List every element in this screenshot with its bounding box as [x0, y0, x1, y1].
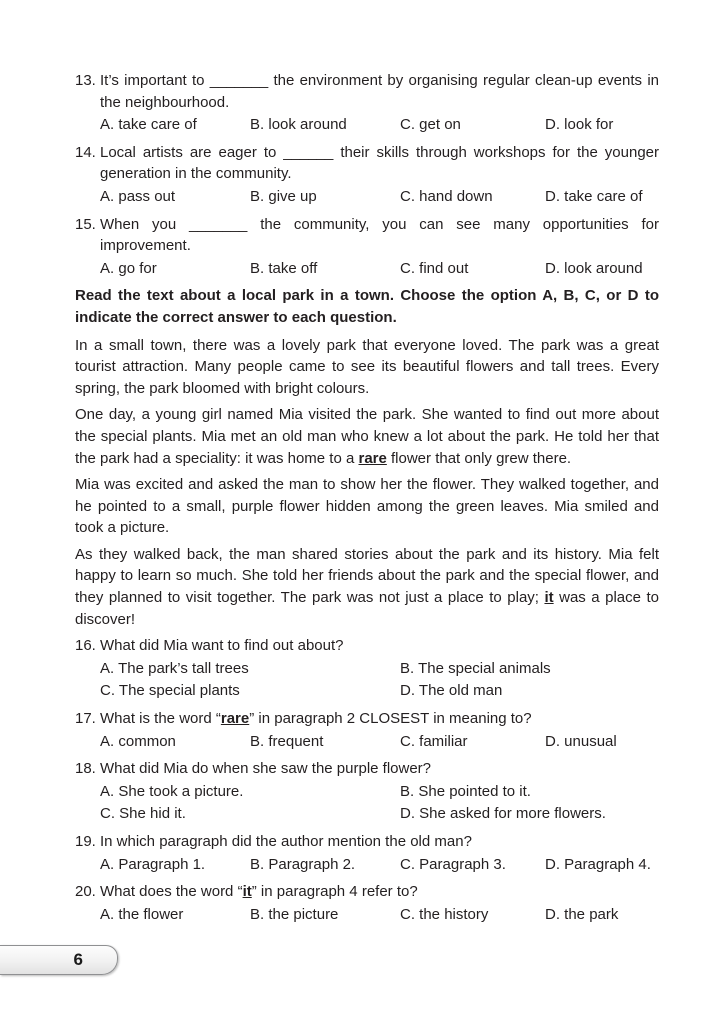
option-key: A.	[100, 659, 115, 677]
text-segment: What does the word “	[100, 883, 243, 901]
option-key: D.	[545, 116, 560, 134]
question-13-option-c	[400, 114, 545, 136]
option-key: D.	[400, 805, 415, 823]
question-16-text	[100, 637, 343, 654]
question-13-number: 13.	[75, 72, 96, 89]
question-18-option-a	[100, 781, 400, 803]
option-text: The park’s tall trees	[118, 659, 249, 677]
option-key: C.	[400, 855, 415, 873]
text-segment: it	[242, 883, 252, 901]
question-18-option-c	[100, 803, 400, 825]
question-18-option-d	[400, 803, 659, 825]
option-text: unusual	[564, 732, 617, 750]
question-15-option-c	[400, 258, 545, 280]
question-15-options	[100, 258, 659, 280]
option-key: B.	[250, 187, 265, 205]
option-key: D.	[545, 732, 560, 750]
question-13-option-a	[100, 114, 250, 136]
question-15-option-b	[250, 258, 400, 280]
question-15	[75, 214, 659, 257]
option-text: look around	[564, 259, 643, 277]
question-14-options	[100, 186, 659, 208]
text-segment: ” in paragraph 4 refer to?	[251, 883, 418, 901]
question-15-option-a	[100, 258, 250, 280]
question-14-option-a	[100, 186, 250, 208]
reading-instruction: Read the text about a local park in a town. Choose the option A, B, C, or D to indicate the correct answer to each question.	[75, 287, 659, 326]
text-segment: In which paragraph did the author mention the old man?	[100, 833, 472, 850]
option-text: go for	[118, 259, 157, 277]
question-14-option-d	[545, 186, 659, 208]
option-text: find out	[419, 259, 469, 277]
option-text: Paragraph 2.	[268, 855, 356, 873]
text-segment: flower that only grew there.	[386, 449, 572, 467]
question-19-option-b	[250, 854, 400, 876]
question-16-option-c	[100, 680, 400, 702]
question-20-options	[100, 904, 659, 926]
question-20-option-a	[100, 904, 250, 926]
option-key: B.	[400, 659, 415, 677]
option-key: A.	[100, 782, 115, 800]
question-20-option-c	[400, 904, 545, 926]
passage-paragraph-3	[75, 474, 659, 539]
question-19-number: 19.	[75, 833, 96, 850]
question-19-option-d	[545, 854, 659, 876]
question-14-number: 14.	[75, 143, 96, 161]
option-key: D.	[400, 682, 415, 700]
question-18-text	[100, 760, 431, 777]
option-text: pass out	[118, 187, 176, 205]
question-16-option-d	[400, 680, 659, 702]
text-segment: ” in paragraph 2 CLOSEST in meaning to?	[249, 710, 532, 728]
option-key: D.	[545, 259, 560, 277]
option-text: the history	[419, 905, 489, 923]
question-20-text	[100, 883, 418, 900]
option-key: A.	[100, 732, 115, 750]
worksheet-content	[75, 70, 659, 931]
option-text: give up	[268, 187, 317, 205]
option-text: The special plants	[118, 682, 240, 700]
question-17-text	[100, 710, 532, 727]
question-20-option-d	[545, 904, 659, 926]
question-13-option-d	[545, 114, 659, 136]
option-text: the picture	[268, 905, 339, 923]
page-number-tab	[0, 945, 118, 975]
option-text: take off	[268, 259, 318, 277]
option-key: D.	[545, 905, 560, 923]
option-text: frequent	[268, 732, 324, 750]
question-18-options	[100, 781, 659, 825]
option-key: B.	[250, 732, 265, 750]
question-19-options	[100, 854, 659, 876]
question-18-option-b	[400, 781, 659, 803]
option-text: She pointed to it.	[418, 782, 531, 800]
passage-paragraph-4	[75, 544, 659, 630]
option-key: D.	[545, 855, 560, 873]
option-text: look for	[564, 116, 614, 134]
text-segment: it	[544, 589, 554, 607]
question-17-option-c	[400, 731, 545, 753]
question-17	[75, 708, 659, 730]
text-segment: What did Mia do when she saw the purple flower?	[100, 760, 432, 778]
question-15-text: When you _______ the community, you can see many opportunities for improvement.	[100, 215, 659, 255]
option-key: A.	[100, 187, 115, 205]
text-segment: In a small town, there was a lovely park that everyone loved. The park was a great tourist attraction. Many people came to see its beautiful flowers and tall trees. Every spring, the park bloomed with bright colours.	[75, 336, 659, 397]
question-17-option-a	[100, 731, 250, 753]
option-text: The old man	[418, 682, 503, 700]
option-key: B.	[250, 905, 265, 923]
text-segment: was a place to discover!	[75, 589, 660, 628]
option-text: The special animals	[418, 659, 551, 677]
passage-paragraph-2	[75, 404, 659, 469]
option-key: A.	[100, 259, 115, 277]
text-segment: As they walked back, the man shared stories about the park and its history. Mia felt happy to learn so much. She told her friends about the park and the special flower, and they planned to visit together. The park was not just a place to play;	[75, 545, 659, 607]
question-20	[75, 881, 659, 903]
option-key: C.	[400, 259, 415, 277]
question-15-option-d	[545, 258, 659, 280]
question-17-number: 17.	[75, 710, 96, 728]
option-key: A.	[100, 116, 115, 134]
passage-paragraph-1	[75, 335, 659, 400]
question-19-text	[100, 833, 472, 850]
option-key: B.	[400, 782, 415, 800]
option-key: C.	[100, 682, 115, 700]
question-14	[75, 142, 659, 185]
option-key: A.	[100, 905, 115, 923]
question-17-option-b	[250, 731, 400, 753]
option-text: look around	[268, 116, 347, 134]
question-16	[75, 635, 659, 657]
question-13-text: It’s important to _______ the environment by organising regular clean-up events in the neighbourhood.	[100, 72, 659, 111]
question-15-number: 15.	[75, 215, 96, 233]
question-16-option-a	[100, 658, 400, 680]
option-text: Paragraph 3.	[419, 855, 506, 873]
question-13-option-b	[250, 114, 400, 136]
question-19	[75, 831, 659, 853]
question-16-option-b	[400, 658, 659, 680]
option-text: the park	[564, 905, 619, 923]
option-text: hand down	[419, 187, 493, 205]
option-key: D.	[545, 187, 560, 205]
question-18	[75, 758, 659, 780]
option-text: Paragraph 1.	[118, 855, 206, 873]
option-text: the flower	[118, 905, 184, 923]
option-key: C.	[400, 905, 415, 923]
text-segment: Mia was excited and asked the man to show her the flower. They walked together, and he pointed to a small, purple flower hidden among the green leaves. Mia smiled and took a picture.	[75, 476, 659, 537]
question-16-number: 16.	[75, 637, 96, 655]
text-segment: rare	[220, 710, 250, 728]
question-19-option-c	[400, 854, 545, 876]
question-20-number: 20.	[75, 883, 96, 901]
option-key: C.	[400, 116, 415, 134]
option-key: C.	[400, 732, 415, 750]
question-18-number: 18.	[75, 760, 96, 778]
option-text: familiar	[419, 732, 468, 750]
option-key: B.	[250, 259, 265, 277]
text-segment: One day, a young girl named Mia visited the park. She wanted to find out more about the special plants. Mia met an old man who knew a lot about the park. He told her that the park had a speciality: it was home to a	[75, 406, 659, 467]
option-text: She took a picture.	[118, 782, 244, 800]
page-number: 6	[73, 950, 83, 969]
option-text: take care of	[564, 187, 643, 205]
question-20-option-b	[250, 904, 400, 926]
option-key: C.	[100, 805, 115, 823]
question-14-text: Local artists are eager to ______ their skills through workshops for the younger generation in the community.	[100, 143, 659, 183]
text-segment: What is the word “	[100, 710, 221, 728]
question-14-option-c	[400, 186, 545, 208]
option-key: B.	[250, 116, 265, 134]
question-13-options	[100, 114, 659, 136]
option-text: get on	[419, 116, 461, 134]
option-key: A.	[100, 855, 115, 873]
text-segment: What did Mia want to find out about?	[100, 637, 344, 655]
question-14-option-b	[250, 186, 400, 208]
option-text: She hid it.	[119, 805, 186, 823]
question-17-option-d	[545, 731, 659, 753]
question-13	[75, 70, 659, 113]
option-text: take care of	[118, 116, 197, 134]
text-segment: rare	[358, 449, 387, 467]
option-key: C.	[400, 187, 415, 205]
option-text: She asked for more flowers.	[419, 805, 606, 823]
question-19-option-a	[100, 854, 250, 876]
option-text: Paragraph 4.	[564, 855, 651, 873]
question-17-options	[100, 731, 659, 753]
option-key: B.	[250, 855, 265, 873]
option-text: common	[118, 732, 176, 750]
question-16-options	[100, 658, 659, 702]
